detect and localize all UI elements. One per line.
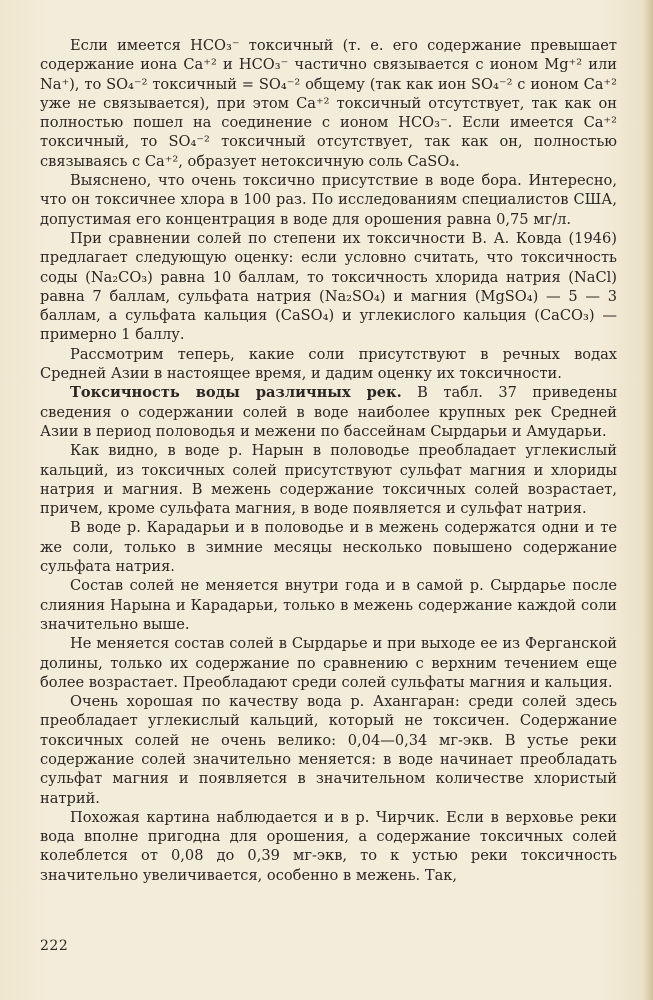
paragraph-central-asia: Рассмотрим теперь, какие соли присутствуют в речных водах Средней Азии в настоящее время, и дадим оценку их токсичности. — [40, 345, 617, 383]
paragraph-chirchik: Похожая картина наблюдается и в р. Чирчик. Если в верховье реки вода вполне пригодна для орошения, а содержание токсичных солей колеблется от 0,08 до 0,39 мг-экв, то к устью реки токсичность значительно увеличивается, особенно в межень. Так, — [40, 808, 617, 884]
page-number: 222 — [40, 938, 69, 954]
page-edge-shadow — [643, 0, 653, 1000]
paragraph-boron: Выяснено, что очень токсично присутствие в воде бора. Интересно, что он токсичнее хлора в 100 раз. По исследованиям специалистов США, допустимая его концентрация в воде для орошения равна 0,75 мг/л. — [40, 172, 617, 228]
section-paragraph — [40, 383, 617, 441]
paragraph-fergana: Не меняется состав солей в Сырдарье и при выходе ее из Ферганской долины, только их содержание по сравнению с верхним течением еще более возрастает. Преобладают среди солей сульфаты магния и кальция. — [40, 635, 617, 691]
paragraph-toxic-ions: Если имеется HCO₃⁻ токсичный (т. е. его содержание превышает содержание иона Ca⁺² и HCO₃⁻ частично связывается с ионом Mg⁺² или Na⁺), то SO₄⁻² токсичный = SO₄⁻² общему (так как ион SO₄⁻² с ионом Ca⁺² уже не связывается), при этом Ca⁺² токсичный отсутствует, так как он полностью пошел на соединение с ионом HCO₃⁻. Если имеется Ca⁺² токсичный, то SO₄⁻² токсичный отсутствует, так как он, полностью связываясь с Ca⁺², образует нетоксичную соль CaSO₄. — [40, 37, 617, 170]
section-heading: Токсичность воды различных рек. — [70, 384, 402, 402]
page-text — [40, 36, 617, 885]
paragraph-syrdarya: Состав солей не меняется внутри года и в самой р. Сырдарье после слияния Нарына и Карадарьи, только в межень содержание каждой соли значительно выше. — [40, 577, 617, 633]
paragraph-kovda-scale: При сравнении солей по степени их токсичности В. А. Ковда (1946) предлагает следующую оценку: если условно считать, что токсичность соды (Na₂CO₃) равна 10 баллам, то токсичность хлорида натрия (NaCl) равна 7 баллам, сульфата натрия (Na₂SO₄) и магния (MgSO₄) — 5 — 3 баллам, а сульфата кальция (CaSO₄) и углекислого кальция (CaCO₃) — примерно 1 баллу. — [40, 229, 617, 344]
section-intro: В табл. 37 приведены сведения о содержании солей в воде наиболее крупных рек Средней Азии в период половодья и межени по бассейнам Сырдарьи и Амударьи. — [40, 384, 618, 440]
paragraph-karadarya: В воде р. Карадарьи и в половодье и в межень содержатся одни и те же соли, только в зимние месяцы несколько повышено содержание сульфата натрия. — [40, 519, 617, 576]
paragraph-akhangaran: Очень хорошая по качеству вода р. Ахангаран: среди солей здесь преобладает углекислый кальций, который не токсичен. Содержание токсичных солей не очень велико: 0,04—0,34 мг-экв. В устье реки содержание солей значительно меняется: в воде начинает преобладать сульфат магния и появляется в значительном количестве хлористый натрий. — [40, 693, 617, 807]
paragraph-naryn: Как видно, в воде р. Нарын в половодье преобладает углекислый кальций, из токсичных солей присутствуют сульфат магния и хлориды натрия и магния. В межень содержание токсичных солей возрастает, причем, кроме сульфата магния, в воде появляется и сульфат натрия. — [40, 442, 617, 518]
